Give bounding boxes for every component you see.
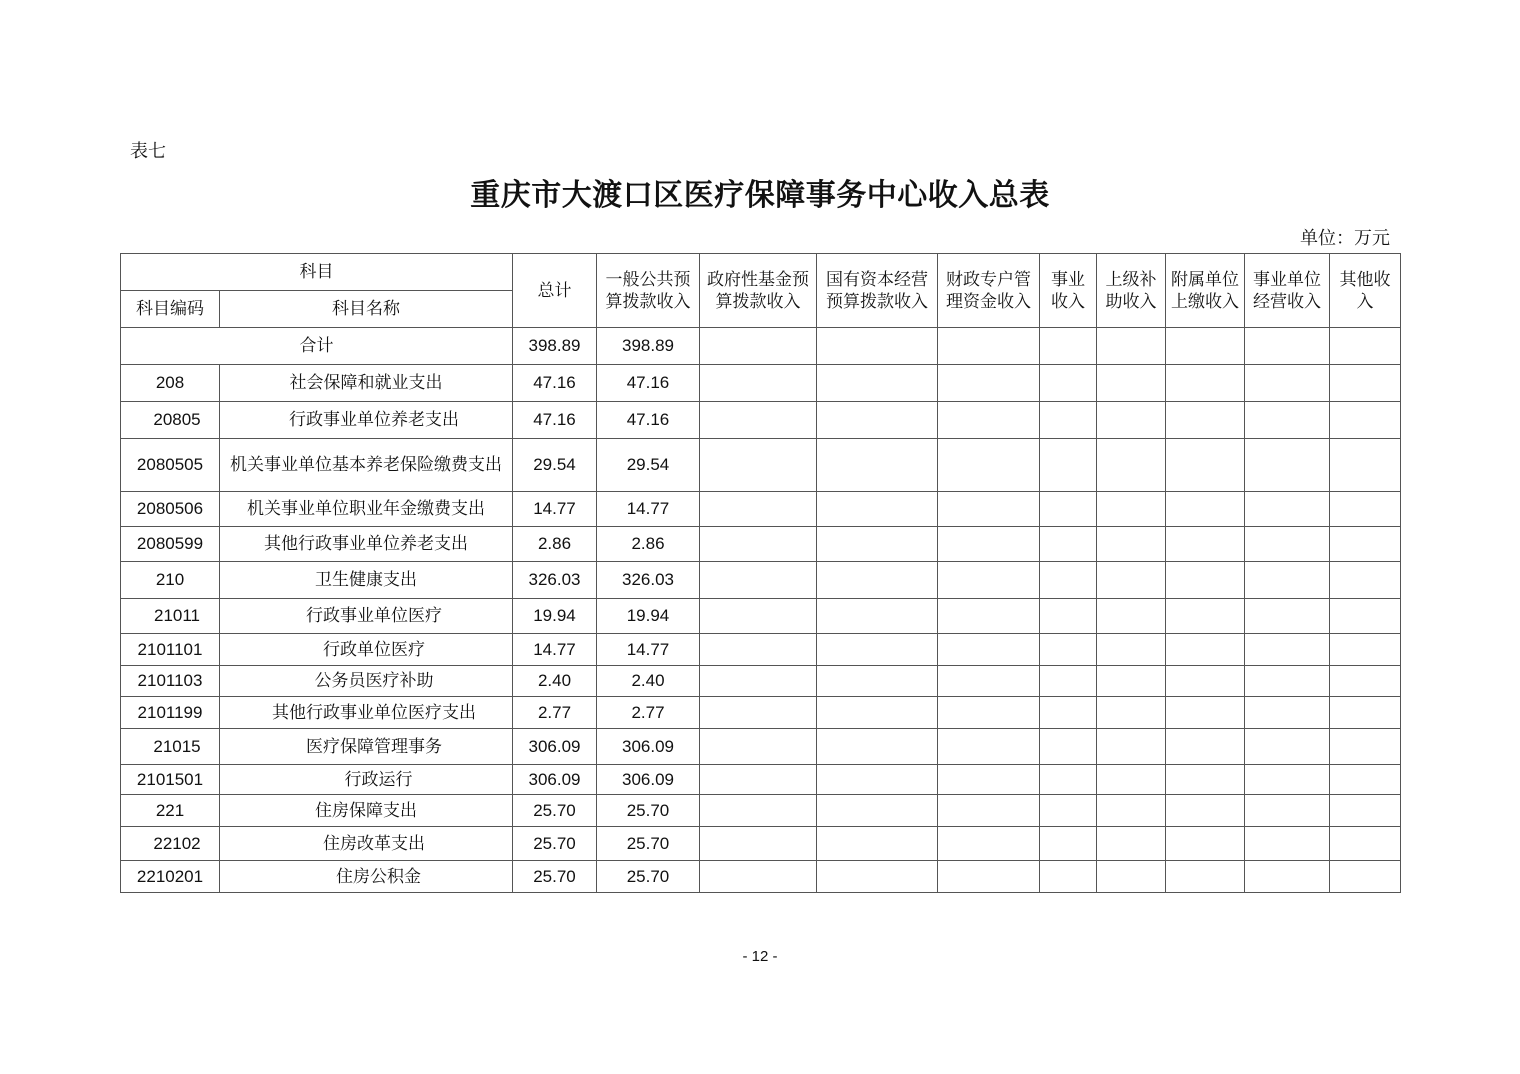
- empty-cell: [817, 666, 938, 697]
- empty-cell: [1245, 527, 1330, 562]
- name-cell: 行政事业单位养老支出: [220, 402, 513, 439]
- income-summary-table: [120, 253, 1401, 893]
- empty-cell: [700, 666, 817, 697]
- empty-cell: [1040, 365, 1097, 402]
- empty-cell: [700, 599, 817, 634]
- empty-cell: [700, 562, 817, 599]
- empty-cell: [1097, 666, 1166, 697]
- code-cell: 210: [121, 562, 220, 599]
- table-row: [121, 634, 1401, 666]
- empty-cell: [817, 634, 938, 666]
- empty-cell: [1040, 402, 1097, 439]
- empty-cell: [1040, 795, 1097, 827]
- table-row: [121, 765, 1401, 795]
- code-cell: 221: [121, 795, 220, 827]
- table-row: [121, 402, 1401, 439]
- total-cell: 326.03: [513, 562, 597, 599]
- empty-cell: [700, 439, 817, 492]
- empty-cell: [1166, 527, 1245, 562]
- empty-cell: [1166, 827, 1245, 861]
- empty-cell: [1245, 562, 1330, 599]
- empty-cell: [938, 527, 1040, 562]
- total-cell: 398.89: [513, 328, 597, 365]
- empty-cell: [1097, 827, 1166, 861]
- empty-cell: [938, 402, 1040, 439]
- name-cell: 其他行政事业单位养老支出: [220, 527, 513, 562]
- empty-cell: [817, 439, 938, 492]
- header-state-capital: 国有资本经营预算拨款收入: [817, 254, 938, 328]
- empty-cell: [1040, 599, 1097, 634]
- empty-cell: [1097, 562, 1166, 599]
- general-budget-cell: 19.94: [597, 599, 700, 634]
- empty-cell: [1166, 795, 1245, 827]
- table-row: [121, 861, 1401, 893]
- empty-cell: [1330, 439, 1401, 492]
- empty-cell: [1097, 439, 1166, 492]
- empty-cell: [1330, 666, 1401, 697]
- empty-cell: [700, 328, 817, 365]
- general-budget-cell: 25.70: [597, 861, 700, 893]
- header-affiliated-remit: 附属单位上缴收入: [1166, 254, 1245, 328]
- general-budget-cell: 326.03: [597, 562, 700, 599]
- empty-cell: [1245, 634, 1330, 666]
- name-cell: 社会保障和就业支出: [220, 365, 513, 402]
- empty-cell: [817, 861, 938, 893]
- empty-cell: [1166, 634, 1245, 666]
- code-cell: 22102: [121, 827, 220, 861]
- empty-cell: [700, 795, 817, 827]
- table-row: [121, 697, 1401, 729]
- total-cell: 25.70: [513, 861, 597, 893]
- name-cell: 住房公积金: [220, 861, 513, 893]
- name-cell: 公务员医疗补助: [220, 666, 513, 697]
- total-cell: 19.94: [513, 599, 597, 634]
- name-cell: 医疗保障管理事务: [220, 729, 513, 765]
- total-cell: 25.70: [513, 795, 597, 827]
- table-row: [121, 527, 1401, 562]
- empty-cell: [938, 765, 1040, 795]
- empty-cell: [1097, 634, 1166, 666]
- general-budget-cell: 2.40: [597, 666, 700, 697]
- total-cell: 14.77: [513, 492, 597, 527]
- empty-cell: [1040, 861, 1097, 893]
- header-special-account: 财政专户管理资金收入: [938, 254, 1040, 328]
- empty-cell: [1166, 365, 1245, 402]
- empty-cell: [938, 439, 1040, 492]
- code-cell: 2101103: [121, 666, 220, 697]
- empty-cell: [1040, 697, 1097, 729]
- total-row: [121, 328, 1401, 365]
- empty-cell: [817, 765, 938, 795]
- table-row: [121, 599, 1401, 634]
- name-cell: 机关事业单位基本养老保险缴费支出: [220, 439, 513, 492]
- empty-cell: [938, 328, 1040, 365]
- empty-cell: [817, 527, 938, 562]
- total-cell: 47.16: [513, 402, 597, 439]
- table-row: [121, 365, 1401, 402]
- empty-cell: [1245, 365, 1330, 402]
- empty-cell: [700, 697, 817, 729]
- table-row: [121, 827, 1401, 861]
- empty-cell: [1245, 666, 1330, 697]
- total-cell: 25.70: [513, 827, 597, 861]
- empty-cell: [817, 365, 938, 402]
- code-cell: 2101101: [121, 634, 220, 666]
- empty-cell: [817, 795, 938, 827]
- empty-cell: [1166, 861, 1245, 893]
- empty-cell: [1097, 795, 1166, 827]
- general-budget-cell: 47.16: [597, 365, 700, 402]
- header-business-operation: 事业单位经营收入: [1245, 254, 1330, 328]
- empty-cell: [1040, 439, 1097, 492]
- empty-cell: [1330, 697, 1401, 729]
- empty-cell: [700, 365, 817, 402]
- name-cell: 其他行政事业单位医疗支出: [220, 697, 513, 729]
- empty-cell: [1166, 328, 1245, 365]
- name-cell: 住房改革支出: [220, 827, 513, 861]
- empty-cell: [1166, 666, 1245, 697]
- empty-cell: [1330, 365, 1401, 402]
- empty-cell: [1245, 328, 1330, 365]
- code-cell: 2080506: [121, 492, 220, 527]
- empty-cell: [1330, 861, 1401, 893]
- page-number: - 12 -: [742, 948, 778, 965]
- empty-cell: [938, 634, 1040, 666]
- empty-cell: [817, 492, 938, 527]
- empty-cell: [1166, 402, 1245, 439]
- empty-cell: [1166, 765, 1245, 795]
- empty-cell: [1097, 729, 1166, 765]
- header-subject-group: 科目: [121, 254, 513, 291]
- total-cell: 306.09: [513, 765, 597, 795]
- code-cell: 208: [121, 365, 220, 402]
- header-superior-subsidy: 上级补助收入: [1097, 254, 1166, 328]
- code-cell: 2080599: [121, 527, 220, 562]
- header-subject-code: 科目编码: [121, 291, 220, 328]
- table-row: [121, 492, 1401, 527]
- empty-cell: [1040, 562, 1097, 599]
- unit-label: 单位：万元: [1300, 228, 1390, 249]
- table-row: [121, 439, 1401, 492]
- code-cell: 2101199: [121, 697, 220, 729]
- empty-cell: [938, 562, 1040, 599]
- total-cell: 2.40: [513, 666, 597, 697]
- empty-cell: [817, 328, 938, 365]
- empty-cell: [1330, 402, 1401, 439]
- empty-cell: [938, 861, 1040, 893]
- table-row: [121, 729, 1401, 765]
- table-row: [121, 795, 1401, 827]
- empty-cell: [1166, 729, 1245, 765]
- total-cell: 2.86: [513, 527, 597, 562]
- general-budget-cell: 2.77: [597, 697, 700, 729]
- empty-cell: [938, 599, 1040, 634]
- empty-cell: [1040, 492, 1097, 527]
- empty-cell: [1330, 328, 1401, 365]
- empty-cell: [1330, 729, 1401, 765]
- table-row: [121, 666, 1401, 697]
- empty-cell: [1245, 697, 1330, 729]
- name-cell: 行政事业单位医疗: [220, 599, 513, 634]
- empty-cell: [700, 827, 817, 861]
- empty-cell: [1040, 765, 1097, 795]
- empty-cell: [1245, 827, 1330, 861]
- page-title: 重庆市大渡口区医疗保障事务中心收入总表: [470, 178, 1050, 213]
- empty-cell: [1097, 402, 1166, 439]
- empty-cell: [817, 827, 938, 861]
- empty-cell: [1166, 439, 1245, 492]
- empty-cell: [1245, 729, 1330, 765]
- code-cell: 21011: [121, 599, 220, 634]
- empty-cell: [700, 527, 817, 562]
- empty-cell: [817, 402, 938, 439]
- name-cell: 机关事业单位职业年金缴费支出: [220, 492, 513, 527]
- empty-cell: [1097, 697, 1166, 729]
- empty-cell: [817, 562, 938, 599]
- empty-cell: [938, 666, 1040, 697]
- empty-cell: [817, 599, 938, 634]
- code-cell: 2210201: [121, 861, 220, 893]
- empty-cell: [817, 697, 938, 729]
- name-cell: 行政单位医疗: [220, 634, 513, 666]
- header-subject-name: 科目名称: [220, 291, 513, 328]
- total-cell: 306.09: [513, 729, 597, 765]
- empty-cell: [1040, 527, 1097, 562]
- empty-cell: [817, 729, 938, 765]
- total-cell: 2.77: [513, 697, 597, 729]
- empty-cell: [1330, 492, 1401, 527]
- empty-cell: [1330, 527, 1401, 562]
- empty-cell: [1166, 562, 1245, 599]
- empty-cell: [1166, 599, 1245, 634]
- empty-cell: [1245, 795, 1330, 827]
- empty-cell: [1330, 827, 1401, 861]
- code-cell: 2080505: [121, 439, 220, 492]
- total-cell: 14.77: [513, 634, 597, 666]
- code-cell: 2101501: [121, 765, 220, 795]
- empty-cell: [1097, 527, 1166, 562]
- table-label: 表七: [130, 141, 166, 162]
- empty-cell: [1040, 634, 1097, 666]
- empty-cell: [1097, 492, 1166, 527]
- empty-cell: [938, 827, 1040, 861]
- general-budget-cell: 29.54: [597, 439, 700, 492]
- empty-cell: [700, 729, 817, 765]
- empty-cell: [1330, 599, 1401, 634]
- empty-cell: [1097, 328, 1166, 365]
- general-budget-cell: 306.09: [597, 729, 700, 765]
- empty-cell: [1245, 861, 1330, 893]
- empty-cell: [938, 795, 1040, 827]
- header-total: 总计: [513, 254, 597, 328]
- general-budget-cell: 14.77: [597, 492, 700, 527]
- empty-cell: [938, 729, 1040, 765]
- header-other-income: 其他收入: [1330, 254, 1401, 328]
- empty-cell: [1330, 562, 1401, 599]
- header-business-income: 事业收入: [1040, 254, 1097, 328]
- empty-cell: [938, 365, 1040, 402]
- empty-cell: [1040, 827, 1097, 861]
- empty-cell: [1040, 328, 1097, 365]
- general-budget-cell: 398.89: [597, 328, 700, 365]
- empty-cell: [1330, 795, 1401, 827]
- empty-cell: [1245, 599, 1330, 634]
- empty-cell: [1245, 402, 1330, 439]
- name-cell: 住房保障支出: [220, 795, 513, 827]
- total-label: 合计: [121, 328, 513, 365]
- empty-cell: [700, 402, 817, 439]
- empty-cell: [1330, 634, 1401, 666]
- empty-cell: [1166, 697, 1245, 729]
- header-government-fund: 政府性基金预算拨款收入: [700, 254, 817, 328]
- general-budget-cell: 47.16: [597, 402, 700, 439]
- general-budget-cell: 25.70: [597, 827, 700, 861]
- total-cell: 29.54: [513, 439, 597, 492]
- name-cell: 行政运行: [220, 765, 513, 795]
- general-budget-cell: 14.77: [597, 634, 700, 666]
- code-cell: 20805: [121, 402, 220, 439]
- empty-cell: [1040, 666, 1097, 697]
- empty-cell: [1330, 765, 1401, 795]
- general-budget-cell: 306.09: [597, 765, 700, 795]
- empty-cell: [1097, 861, 1166, 893]
- empty-cell: [1040, 729, 1097, 765]
- header-general-budget: 一般公共预算拨款收入: [597, 254, 700, 328]
- empty-cell: [700, 861, 817, 893]
- empty-cell: [1097, 765, 1166, 795]
- empty-cell: [1245, 439, 1330, 492]
- empty-cell: [700, 634, 817, 666]
- general-budget-cell: 2.86: [597, 527, 700, 562]
- empty-cell: [1166, 492, 1245, 527]
- total-cell: 47.16: [513, 365, 597, 402]
- empty-cell: [938, 492, 1040, 527]
- empty-cell: [700, 492, 817, 527]
- empty-cell: [1245, 765, 1330, 795]
- empty-cell: [938, 697, 1040, 729]
- general-budget-cell: 25.70: [597, 795, 700, 827]
- table-row: [121, 562, 1401, 599]
- code-cell: 21015: [121, 729, 220, 765]
- empty-cell: [1097, 599, 1166, 634]
- empty-cell: [1245, 492, 1330, 527]
- empty-cell: [1097, 365, 1166, 402]
- name-cell: 卫生健康支出: [220, 562, 513, 599]
- empty-cell: [700, 765, 817, 795]
